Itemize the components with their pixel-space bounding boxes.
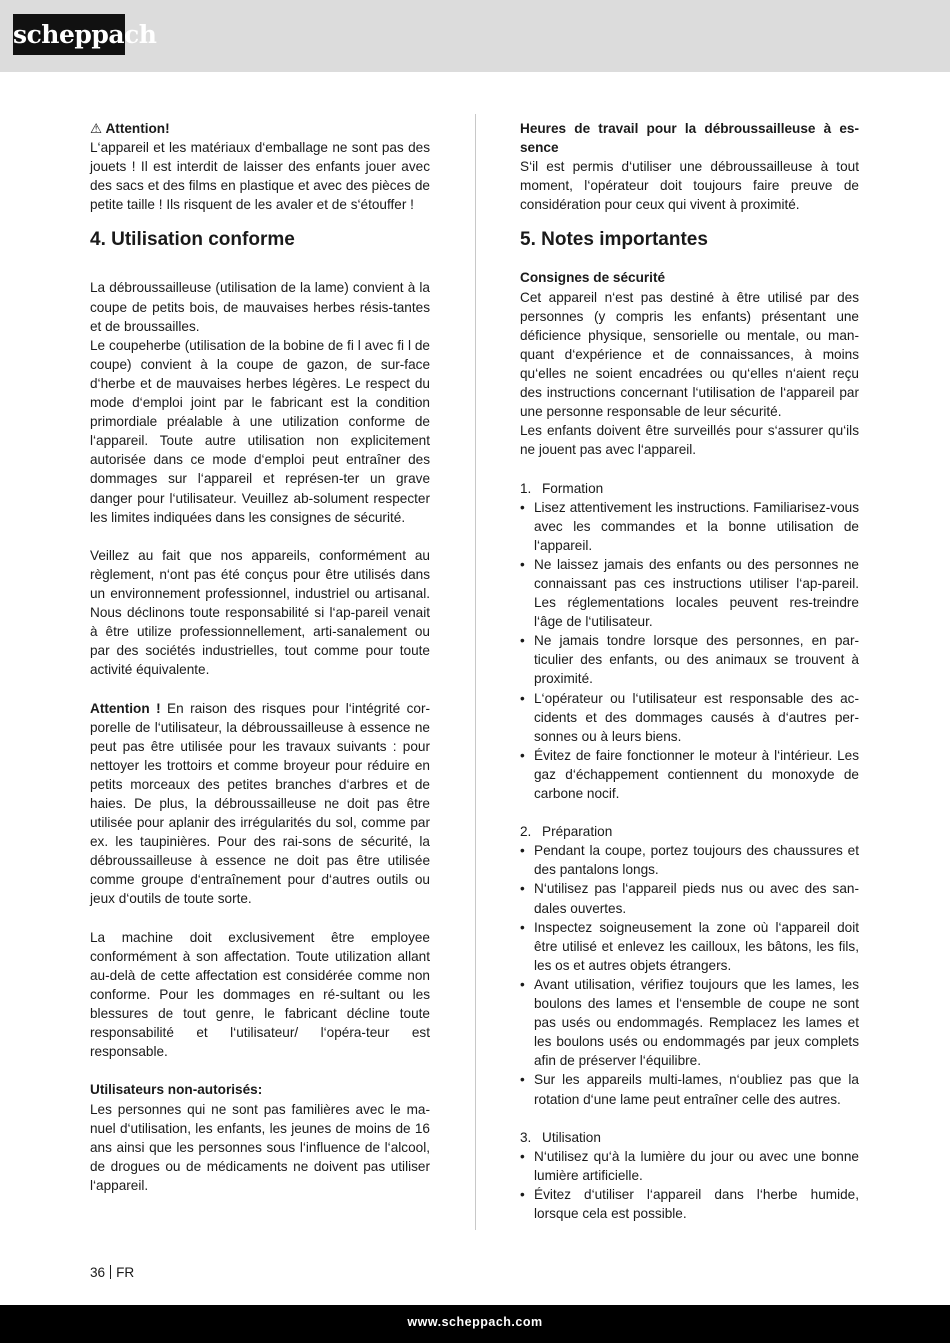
warning-text: L‘appareil et les matériaux d‘emballage ne sont pas des jouets ! Il est interdit de laisser des enfants jouer avec des sacs et des films en plastique et avec des pièces de petite taille ! Ils risquent de les avaler et de s‘étouffer ! [90,140,430,213]
list-number: 2. [520,824,532,840]
intended-use-paragraph-3: Veillez au fait que nos appareils, conformément au règlement, n‘ont pas été conçus pour être utilisés dans un environnement professionnel, industriel ou artisanal. Nous déclinons toute responsabilité si l‘ap-pareil venait à être utilize professionnellement, arti-sanalement ou par des sociétés industrielles, tout comme pour toute activité équivalente. [90,547,430,678]
list-title: Utilisation [542,1129,601,1145]
brand-logo: scheppach [13,14,125,55]
list-number: 1. [520,480,532,496]
list-item: • Sur les appareils multi-lames, n‘oubliez pas que la rotation d‘une lame peut entraîner celle des autres. [520,1070,859,1108]
list-item: • Évitez de faire fonctionner le moteur à l‘intérieur. Les gaz d‘échappement contiennent du monoxyde de carbone nocif. [520,746,859,803]
warning-heading [90,119,430,138]
attention-text: En raison des risques pour l‘intégrité cor-porelle de l‘utilisateur, la débroussailleuse à essence ne peut pas être utilisée pour les travaux suivants : pour nettoyer les trottoirs et comme broyeur pour réduire en petits morceaux des petites branches d‘arbres et de haies. De plus, la débroussailleuse ne doit pas être utilisée pour aplanir des irrégularités du sol, comme par ex. les taupinières. Pour des rai-sons de sécurité, la débroussailleuse à essence ne doit pas être utilisée comme groupe d‘entraînement pour d‘autres outils ou jeux d‘outils de toute sorte. [90,700,430,907]
website-link[interactable]: www.scheppach.com [407,1315,543,1329]
list-item: • Lisez attentivement les instructions. Familiarisez-vous avec les commandes et la bonne utilisation de l‘appareil. [520,498,859,555]
intended-use-paragraph-1: La débroussailleuse (utilisation de la lame) convient à la coupe de petits bois, de mauvaises herbes résis-tantes et de broussailles. [90,280,430,334]
attention-label: Attention ! [90,700,161,716]
list-item: • L‘opérateur ou l‘utilisateur est responsable des ac-cidents et des dommages causés à d‘autres per-sonnes ou à leurs biens. [520,689,859,746]
safety-paragraph-1: Cet appareil n‘est pas destiné à être utilisé par des personnes (y compris les enfants) présentant une déficience physique, sensorielle ou mentale, ou man-quant d‘expérience et de connaissances, à moins qu‘elles ne soient encadrées ou qu‘elles n‘aient reçu des instructions concernant l‘utilisation de l‘appareil par une personne responsable de leur sécurité. [520,289,859,420]
left-column [90,119,430,1195]
unauthorized-users-text: Les personnes qui ne sont pas familières avec le ma-nuel d‘utilisation, les enfants, les jeunes de moins de 16 ans ainsi que les personnes sous l‘influence de l‘alcool, de drogues ou de médicaments ne doivent pas utiliser l‘appareil. [90,1101,430,1193]
page-number [90,1265,134,1281]
list-item: • Inspectez soigneusement la zone où l‘appareil doit être utilisé et enlevez les cailloux, les bâtons, les fils, les os et autres objets étrangers. [520,918,859,975]
warning-title: Attention! [105,121,170,136]
list-item: • Ne jamais tondre lorsque des personnes, en par-ticulier des enfants, ou des animaux se trouvent à proximité. [520,631,859,688]
list-item: • Ne laissez jamais des enfants ou des personnes ne connaissant pas ces instructions utiliser l‘ap-pareil. Les réglementations locales peuvent res-treindre l‘âge de l‘utilisateur. [520,555,859,631]
intended-use-paragraph-2: Le coupeherbe (utilisation de la bobine de fi l avec fi l de coupe) convient à la coupe de gazon, de sur-face d‘herbe et de mauvaises herbes légères. Le respect du mode d‘emploi joint par le fabricant est la condition primordiale préalable à une utilization conforme de l‘appareil. Toute autre utilisation non explicitement autorisée dans ce mode d‘emploi peut entraîner des dommages sur l‘appareil et représen-ter un grave danger pour l‘utilisateur. Veuillez ab-solument respecter les limites indiquées dans les consignes de sécurité. [90,337,430,525]
list-heading-preparation [520,822,859,841]
warning-triangle-icon: ⚠ [90,121,103,136]
header-bar [0,0,950,72]
safety-instructions-title: Consignes de sécurité [520,270,666,286]
working-hours-text: S‘il est permis d‘utiliser une débroussailleuse à tout moment, l‘opérateur doit toujours faire preuve de considération pour ceux qui vivent à proximité. [520,159,859,213]
unauthorized-users-title: Utilisateurs non-autorisés: [90,1082,263,1098]
section-5-title: 5. Notes importantes [520,229,708,251]
language-code: FR [116,1265,135,1280]
list-item: • N‘utilisez pas l‘appareil pieds nus ou avec des san-dales ouvertes. [520,879,859,917]
preparation-list [520,841,859,1108]
right-column [520,119,859,1223]
footer-bar [0,1305,950,1343]
list-heading-use [520,1128,859,1147]
list-title: Préparation [542,824,613,840]
page-number-separator [110,1265,111,1279]
list-item: • Avant utilisation, vérifiez toujours que les lames, les boulons des lames et l‘ensemble de coupe ne sont pas usés ou endommagés. Remplacez les lames et les boulons usés ou endommagés par jeux complets afin de préserver l‘équilibre. [520,975,859,1070]
use-list [520,1147,859,1223]
list-item: • N‘utilisez qu‘à la lumière du jour ou avec une bonne lumière artificielle. [520,1147,859,1185]
working-hours-title: Heures de travail pour la débroussailleuse à es-sence [520,121,859,156]
column-divider [475,114,476,1230]
list-title: Formation [542,480,604,496]
intended-use-paragraph-5: La machine doit exclusivement être employee conformément à son affectation. Toute utilization allant au-delà de cette affectation est considérée comme non conforme. Pour les dommages en ré-sultant ou les blessures de tout genre, le fabricant décline toute responsabilité et l‘utilisateur/ l‘opéra-teur est responsable. [90,929,430,1060]
list-number: 3. [520,1129,532,1145]
list-item: • Pendant la coupe, portez toujours des chaussures et des pantalons longs. [520,841,859,879]
training-list [520,498,859,804]
list-item: • Évitez d‘utiliser l‘appareil dans l‘herbe humide, lorsque cela est possible. [520,1185,859,1223]
attention-paragraph [90,699,430,909]
list-heading-training [520,479,859,498]
safety-paragraph-2: Les enfants doivent être surveillés pour s‘assurer qu‘ils ne jouent pas avec l‘appareil. [520,423,859,458]
section-4-title: 4. Utilisation conforme [90,229,295,251]
page-number-value: 36 [90,1265,106,1280]
